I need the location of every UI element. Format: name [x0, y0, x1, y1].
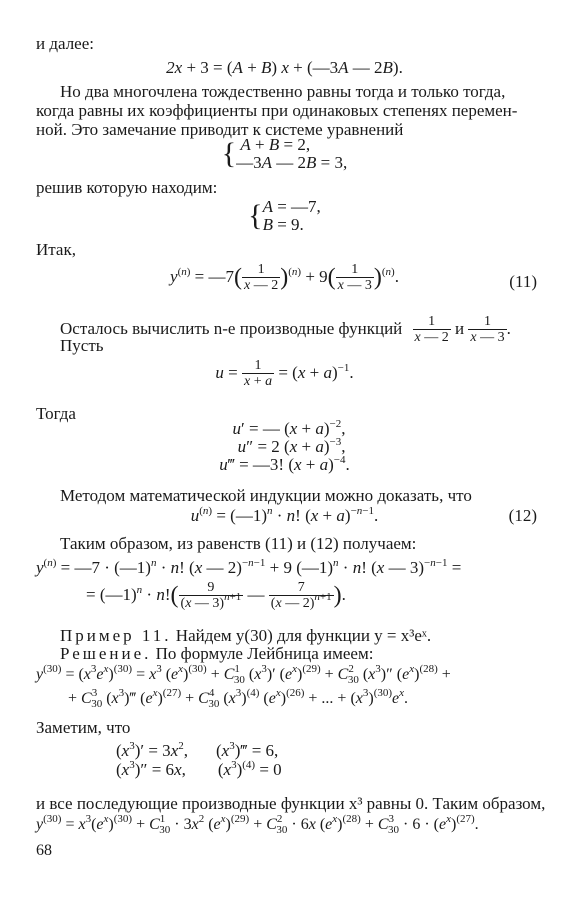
equation-system-2: { A = —7, B = 9.	[248, 197, 321, 234]
equation-number-12: (12)	[508, 506, 537, 525]
text-line: ной. Это замечание приводит к системе уравнений	[36, 120, 404, 140]
equation-system-1: { A + B = 2, —3A — 2B = 3,	[221, 135, 348, 172]
solution-text: По формуле Лейбница имеем:	[155, 644, 374, 663]
text-line: Заметим, что	[36, 718, 131, 737]
equation-leibniz-line2: + $C^3_{30}$ $(x^3)‴$ $(e^x)^{(27)} + C^4_{30}$ $(x^3)^{(4)}$ $(e^x)^{(26)}$ + ... + $(x^3)^{(30)}e^x$.	[68, 687, 409, 710]
text-line: Тогда	[36, 404, 76, 423]
text-fragment: Осталось вычислить n-е производные функций	[60, 318, 403, 338]
text-line: когда равны их коэффициенты при одинаковых степенях перемен-	[36, 101, 518, 121]
text-line: решив которую находим:	[36, 178, 218, 197]
text-line: Таким образом, из равенств (11) и (12) получаем:	[60, 534, 417, 553]
example-label: Пример 11.	[60, 626, 172, 645]
equation-linear-identity: 2x + 3 = (A + B) x + (—3A — 2B).	[166, 58, 403, 77]
equation-final: $y^{(30)} = x^3(e^x)^{(30)} + C^1_{30} \cdot 3x^2$ $(e^x)^{(29)} + C^2_{30} \cdot 6x$ $(e^x)^{(28)} + C^3_{30} \cdot 6 \cdot (e^x)^{(27)}$.	[36, 813, 479, 836]
text-line: Осталось вычислить n-е производные функций $\frac{1}{x — 2}$ и $\frac{1}{x — 3}$ .	[60, 314, 511, 346]
equation-result-line2: = (—1)$^n$ · n!( $\frac{9}{(x — 3)^{n+1}}$ — $\frac{7}{(x — 2)^{n+1}}$ ).	[86, 580, 346, 612]
equation-11: $y^{(n)}$ = —7( $\frac{1}{x — 2}$ )$^{(n)}$ + 9( $\frac{1}{x — 3}$ )$^{(n)}$.	[170, 262, 399, 294]
text-line: Но два многочлена тождественно равны тогда и только тогда,	[60, 82, 506, 101]
solution-heading	[60, 644, 560, 663]
text-line: и далее:	[36, 34, 94, 53]
text-line: и все последующие производные функции x³ равны 0. Таким образом,	[36, 794, 546, 813]
equation-leibniz-line1: $y^{(30)} = (x^3e^x)^{(30)} = x^3$ $(e^x)^{(30)} + C^1_{30}$ $(x^3)'$ $(e^x)^{(29)} + C^2_{30}$ $(x^3)''$ $(e^x)^{(28)}$ +	[36, 663, 451, 686]
equation-x3-derivatives: $(x^3)' = 3x^2$, $(x^3)‴ = 6$, $(x^3)'' = 6x$, $(x^3)^{(4)} = 0$	[116, 740, 282, 779]
text-line: Итак,	[36, 240, 76, 259]
equation-12: $u^{(n)}$ = (—1)$^n$ · n! $(x + a)^{-n-1}$.	[190, 505, 379, 525]
equation-derivatives: u′ = — $(x + a)^{-2}$, u″ = 2 $(x + a)^{-3}$, u‴ = —3! $(x + a)^{-4}$.	[219, 418, 350, 474]
text-line: Методом математической индукции можно доказать, что	[60, 486, 472, 505]
equation-result-line1: $y^{(n)}$ = —7 · (—1)$^n$ · n! (x — 2)$^{-n-1}$ + 9 (—1)$^n$ · n! (x — 3)$^{-n-1}$ =	[36, 557, 462, 577]
page-number: 68	[36, 842, 52, 859]
equation-u-def: u = $\frac{1}{x + a}$ = $(x + a)^{-1}$.	[215, 358, 354, 390]
example-heading	[60, 626, 560, 645]
example-text: Найдем y(30) для функции y = x³eˣ.	[175, 626, 432, 645]
solution-label: Решение.	[60, 644, 152, 663]
paragraph-coefficients	[36, 82, 532, 139]
text-line: Пусть	[60, 336, 104, 355]
text-fragment: и	[454, 318, 465, 338]
equation-number-11: (11)	[509, 272, 537, 291]
